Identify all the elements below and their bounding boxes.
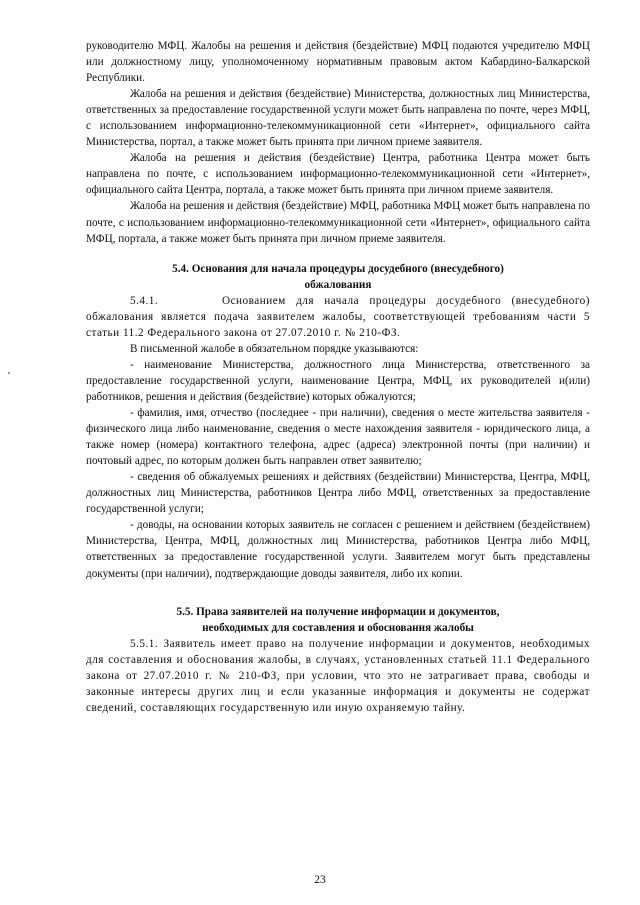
paragraph-5-5-1: 5.5.1. Заявитель имеет право на получение информации и документов, необходимых для составления и обоснования жалобы, в случаях, установленных статьей 11.1 Федерального закона от 27.07.2010 г. № 210-ФЗ, при условии, что это не затрагивает права, свободы и законные интересы других лиц и если указанные информация и документы не содержат сведений, составляющих государственную или иную охраняемую тайну. — [86, 637, 590, 714]
section-5-5-heading-line2: необходимых для составления и обоснования жалобы — [202, 621, 474, 634]
scan-speck — [8, 372, 10, 374]
page-number: 23 — [314, 874, 326, 886]
paragraph-mfc-complaints: руководителю МФЦ. Жалобы на решения и действия (бездействие) МФЦ подаются учредителю МФЦ или должностному лицу, уполномоченному нормативным правовым актом Кабардино-Балкарской Республики. — [86, 40, 590, 85]
requirement-item: - сведения об обжалуемых решениях и действиях (бездействии) Министерства, Центра, МФЦ, должностных лиц Министерства, работников Центра либо МФЦ, ответственных за предоставление государственной услуги; — [86, 471, 590, 516]
section-5-5-heading — [86, 604, 590, 636]
paragraph-center-complaints: Жалоба на решения и действия (бездействие) Центра, работника Центра может быть направлена по почте, с использованием информационно-телекоммуникационной сети «Интернет», официального сайта Центра, портала, а также может быть принята при личном приеме заявителя. — [86, 152, 590, 197]
requirement-item: - доводы, на основании которых заявитель не согласен с решением и действием (бездействием) Министерства, Центра, МФЦ, должностных лиц Министерства, работников Центра либо МФЦ, ответственных за предоставление государственной услуги. Заявителем могут быть представлены документы (при наличии), подтверждающие доводы заявителя, либо их копии. — [86, 519, 590, 580]
paragraph-5-4-1 — [86, 293, 590, 341]
document-body — [86, 38, 590, 716]
item-text-5-4-1: Основанием для начала процедуры досудебного (внесудебного) обжалования является подача заявителем жалобы, соответствующей требованиям части 5 статьи 11.2 Федерального закона от 27.07.2010 г. № 210-ФЗ. — [86, 294, 590, 339]
section-5-4-heading-line2: обжалования — [304, 278, 372, 291]
section-5-4-heading — [86, 261, 590, 293]
section-5-5-heading-line1: 5.5. Права заявителей на получение информации и документов, — [176, 605, 500, 618]
complaint-requirements-intro: В письменной жалобе в обязательном порядке указываются: — [130, 342, 419, 355]
requirement-item: - фамилия, имя, отчество (последнее - при наличии), сведения о месте жительства заявителя - физического лица либо наименование, сведения о месте нахождения заявителя - юридического лица, а также номер (номера) контактного телефона, адрес (адреса) электронной почты (при наличии) и почтовый адрес, по которым должен быть направлен ответ заявителю; — [86, 407, 590, 468]
item-number-5-4-1: 5.4.1. — [130, 294, 159, 307]
paragraph-ministry-complaints: Жалоба на решения и действия (бездействие) Министерства, должностных лиц Министерства, ответственных за предоставление государственной услуги может быть направлена по почте, через МФЦ, с использованием информационно-телекоммуникационной сети «Интернет», официального сайта Министерства, портал, а также может быть принята при личном приеме заявителя. — [86, 88, 590, 149]
requirement-item: - наименование Министерства, должностного лица Министерства, ответственного за предоставление государственной услуги, наименование Центра, МФЦ, их руководителей и(или) работников, решения и действия (бездействие) которых обжалуются; — [86, 358, 590, 403]
paragraph-mfc-worker-complaints: Жалоба на решения и действия (бездействие) МФЦ, работника МФЦ может быть направлена по почте, с использованием информационно-телекоммуникационной сети «Интернет», официального сайта МФЦ, портала, а также может быть принята при личном приеме заявителя. — [86, 200, 590, 245]
section-5-4-heading-line1: 5.4. Основания для начала процедуры досудебного (внесудебного) — [172, 262, 504, 275]
